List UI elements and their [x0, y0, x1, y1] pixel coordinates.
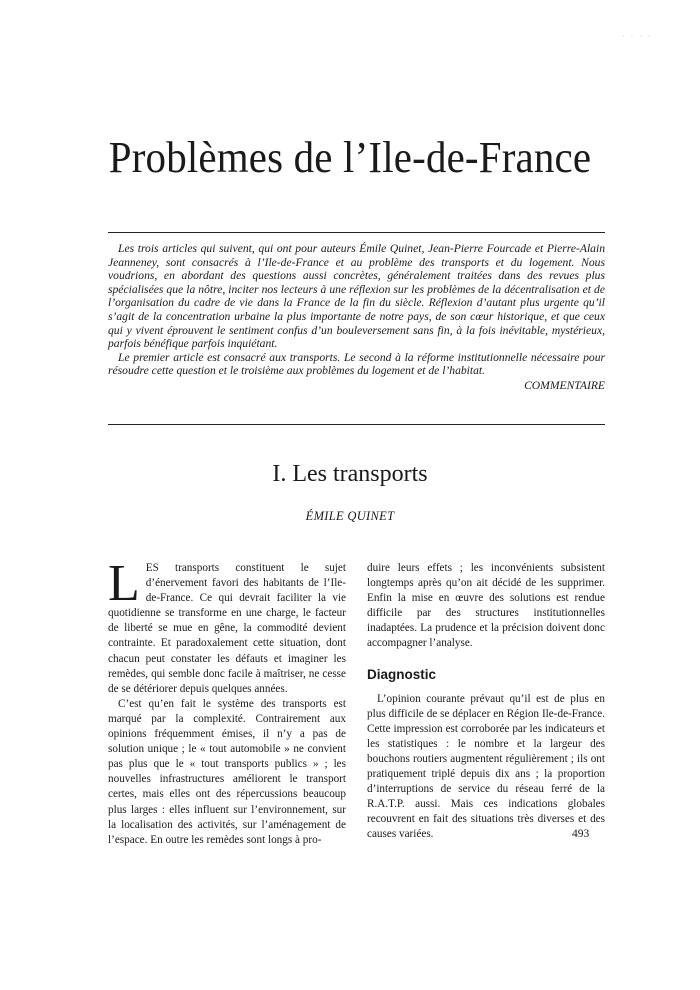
lead-paragraph-text: ES transports constituent le sujet d’énervement favori des habitants de l’Ile-de-France. Ce qui devrait faciliter la vie quotidienne se transforme en une charge, le facteur de liberté se mue en gêne, la commodité devient contrainte. Et paradoxalement cette situation, dont chacun peut constater les défauts et imaginer les remèdes, qui semble donc facile à maîtriser, ne cesse de se détériorer depuis quelques années.	[108, 562, 346, 695]
subheading-diagnostic: Diagnostic	[367, 666, 437, 682]
page-number: 493	[572, 828, 590, 840]
intro-paragraph: Les trois articles qui suivent, qui ont pour auteurs Émile Quinet, Jean-Pierre Fourcade et Pierre-Alain Jeanneney, sont consacrés à l’Ile-de-France et au problème des transports et du logement. Nous voudrions, en abordant des questions aussi concrètes, généralement traitées dans des revues plus spécialisées que la nôtre, inciter nos lecteurs à une réflexion sur les problèmes de la décentralisation et de l’organisation du cadre de vie dans la France de la fin du siècle. Réflexion d’autant plus urgente qu’il s’agit de la concentration urbaine la plus importante de notre pays, de son cœur historique, et que ceux qui y vivent éprouvent le sentiment confus d’un bouleversement sans fin, à la fois inévitable, mystérieux, parfois bénéfique parfois inquiétant.	[108, 242, 605, 351]
bottom-divider	[108, 424, 605, 425]
body-paragraph: duire leurs effets ; les inconvénients subsistent longtemps après qu’on ait décidé de les supprimer. Enfin la mise en œuvre des solutions est rendue difficile par des structures institutionnelles inadaptées. La prudence et la précision doivent donc accompagner l’analyse.	[367, 562, 605, 650]
body-paragraph: L’opinion courante prévaut qu’il est de plus en plus difficile de se déplacer en Région Ile-de-France. Cette impression est corroborée par les indicateurs et les statistiques : le nombre et la largeur des bouchons routiers augmentent régulièrement ; ils ont pratiquement triplé depuis dix ans ; la proportion d’interruptions de service du réseau ferré de la R.A.T.P. aussi. Mais ces indications globales recouvrent en fait des situations très diverses et des causes variées.	[367, 692, 605, 841]
intro-signature: COMMENTAIRE	[524, 378, 605, 392]
top-divider	[108, 232, 605, 233]
scan-mark: · · · ·	[622, 32, 653, 41]
section-title: I. Les transports	[272, 461, 428, 487]
body-paragraph	[108, 555, 346, 697]
page-title: Problèmes de l’Ile-de-France	[108, 133, 592, 182]
article-author: ÉMILE QUINET	[305, 509, 395, 523]
body-paragraph: C’est qu’en fait le système des transports est marqué par la complexité. Contrairement aux opinions fréquemment émises, il n’y a pas de solution unique ; le « tout automobile » ne convient pas plus que le « tout transports publics » ; les nouvelles infrastructures améliorent le transport certes, mais elles ont des répercussions beaucoup plus larges : elles influent sur l’environnement, sur la localisation des activités, sur l’aménagement de l’espace. En outre les remèdes sont longs à pro-	[108, 697, 346, 846]
intro-paragraph: Le premier article est consacré aux transports. Le second à la réforme institutionnelle nécessaire pour résoudre cette question et le troisième aux problèmes du logement et de l’habitat.	[108, 350, 605, 378]
drop-cap: L	[108, 555, 140, 612]
right-column	[367, 561, 605, 843]
left-column	[108, 555, 346, 848]
editorial-introduction	[108, 242, 605, 393]
